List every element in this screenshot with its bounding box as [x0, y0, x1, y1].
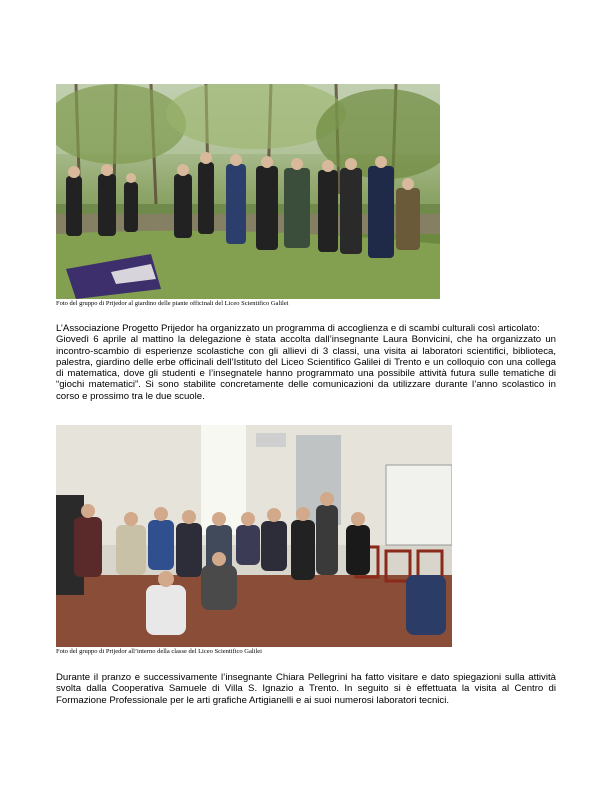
lunch-text: Durante il pranzo e successivamente l’insegnante Chiara Pellegrini ha fatto visitare e dato spiegazioni sulla attività svolta dalla Cooperativa Samuele di Villa S. Ignazio a Trento. In seguito si è effettuata la visita al Centro di Formazione Professionale per le arti grafiche Artigianelli e ai suoi numerosi laboratori tecnici.: [56, 672, 556, 706]
lunch-paragraph: [56, 672, 556, 706]
intro-paragraph: [56, 323, 556, 402]
thursday-text: Giovedì 6 aprile al mattino la delegazione è stata accolta dall’insegnante Laura Bonvicini, che ha organizzato un incontro-scambio di esperienze scolastiche con gli allievi di 3 classi, una visita ai laboratori scientifici, biblioteca, palestra, giardino delle erbe officinali dell’Istituto del Liceo Scientifico Galilei di Trento e un colloquio con una collega di matematica, dove gli studenti e l’insegnatele hanno programmato una possibile attività futura sulle tematiche di “giochi matematici”. Si sono stabilite concretamente delle comunicazioni da utilizzare durante l’anno scolastico in corso e prossimo tra le due scuole.: [56, 334, 556, 402]
photo-caption-garden: Foto del gruppo di Prijedor al giardino delle piante officinali del Liceo Scientifico Galilei: [56, 300, 289, 307]
photo-caption-classroom: Foto del gruppo di Prijedor all’interno della classe del Liceo Scientifico Galilei: [56, 648, 262, 655]
garden-group-photo: [56, 84, 440, 299]
classroom-group-photo: [56, 425, 452, 647]
intro-text: L’Associazione Progetto Prijedor ha organizzato un programma di accoglienza e di scambi culturali così articolato:: [56, 323, 540, 334]
